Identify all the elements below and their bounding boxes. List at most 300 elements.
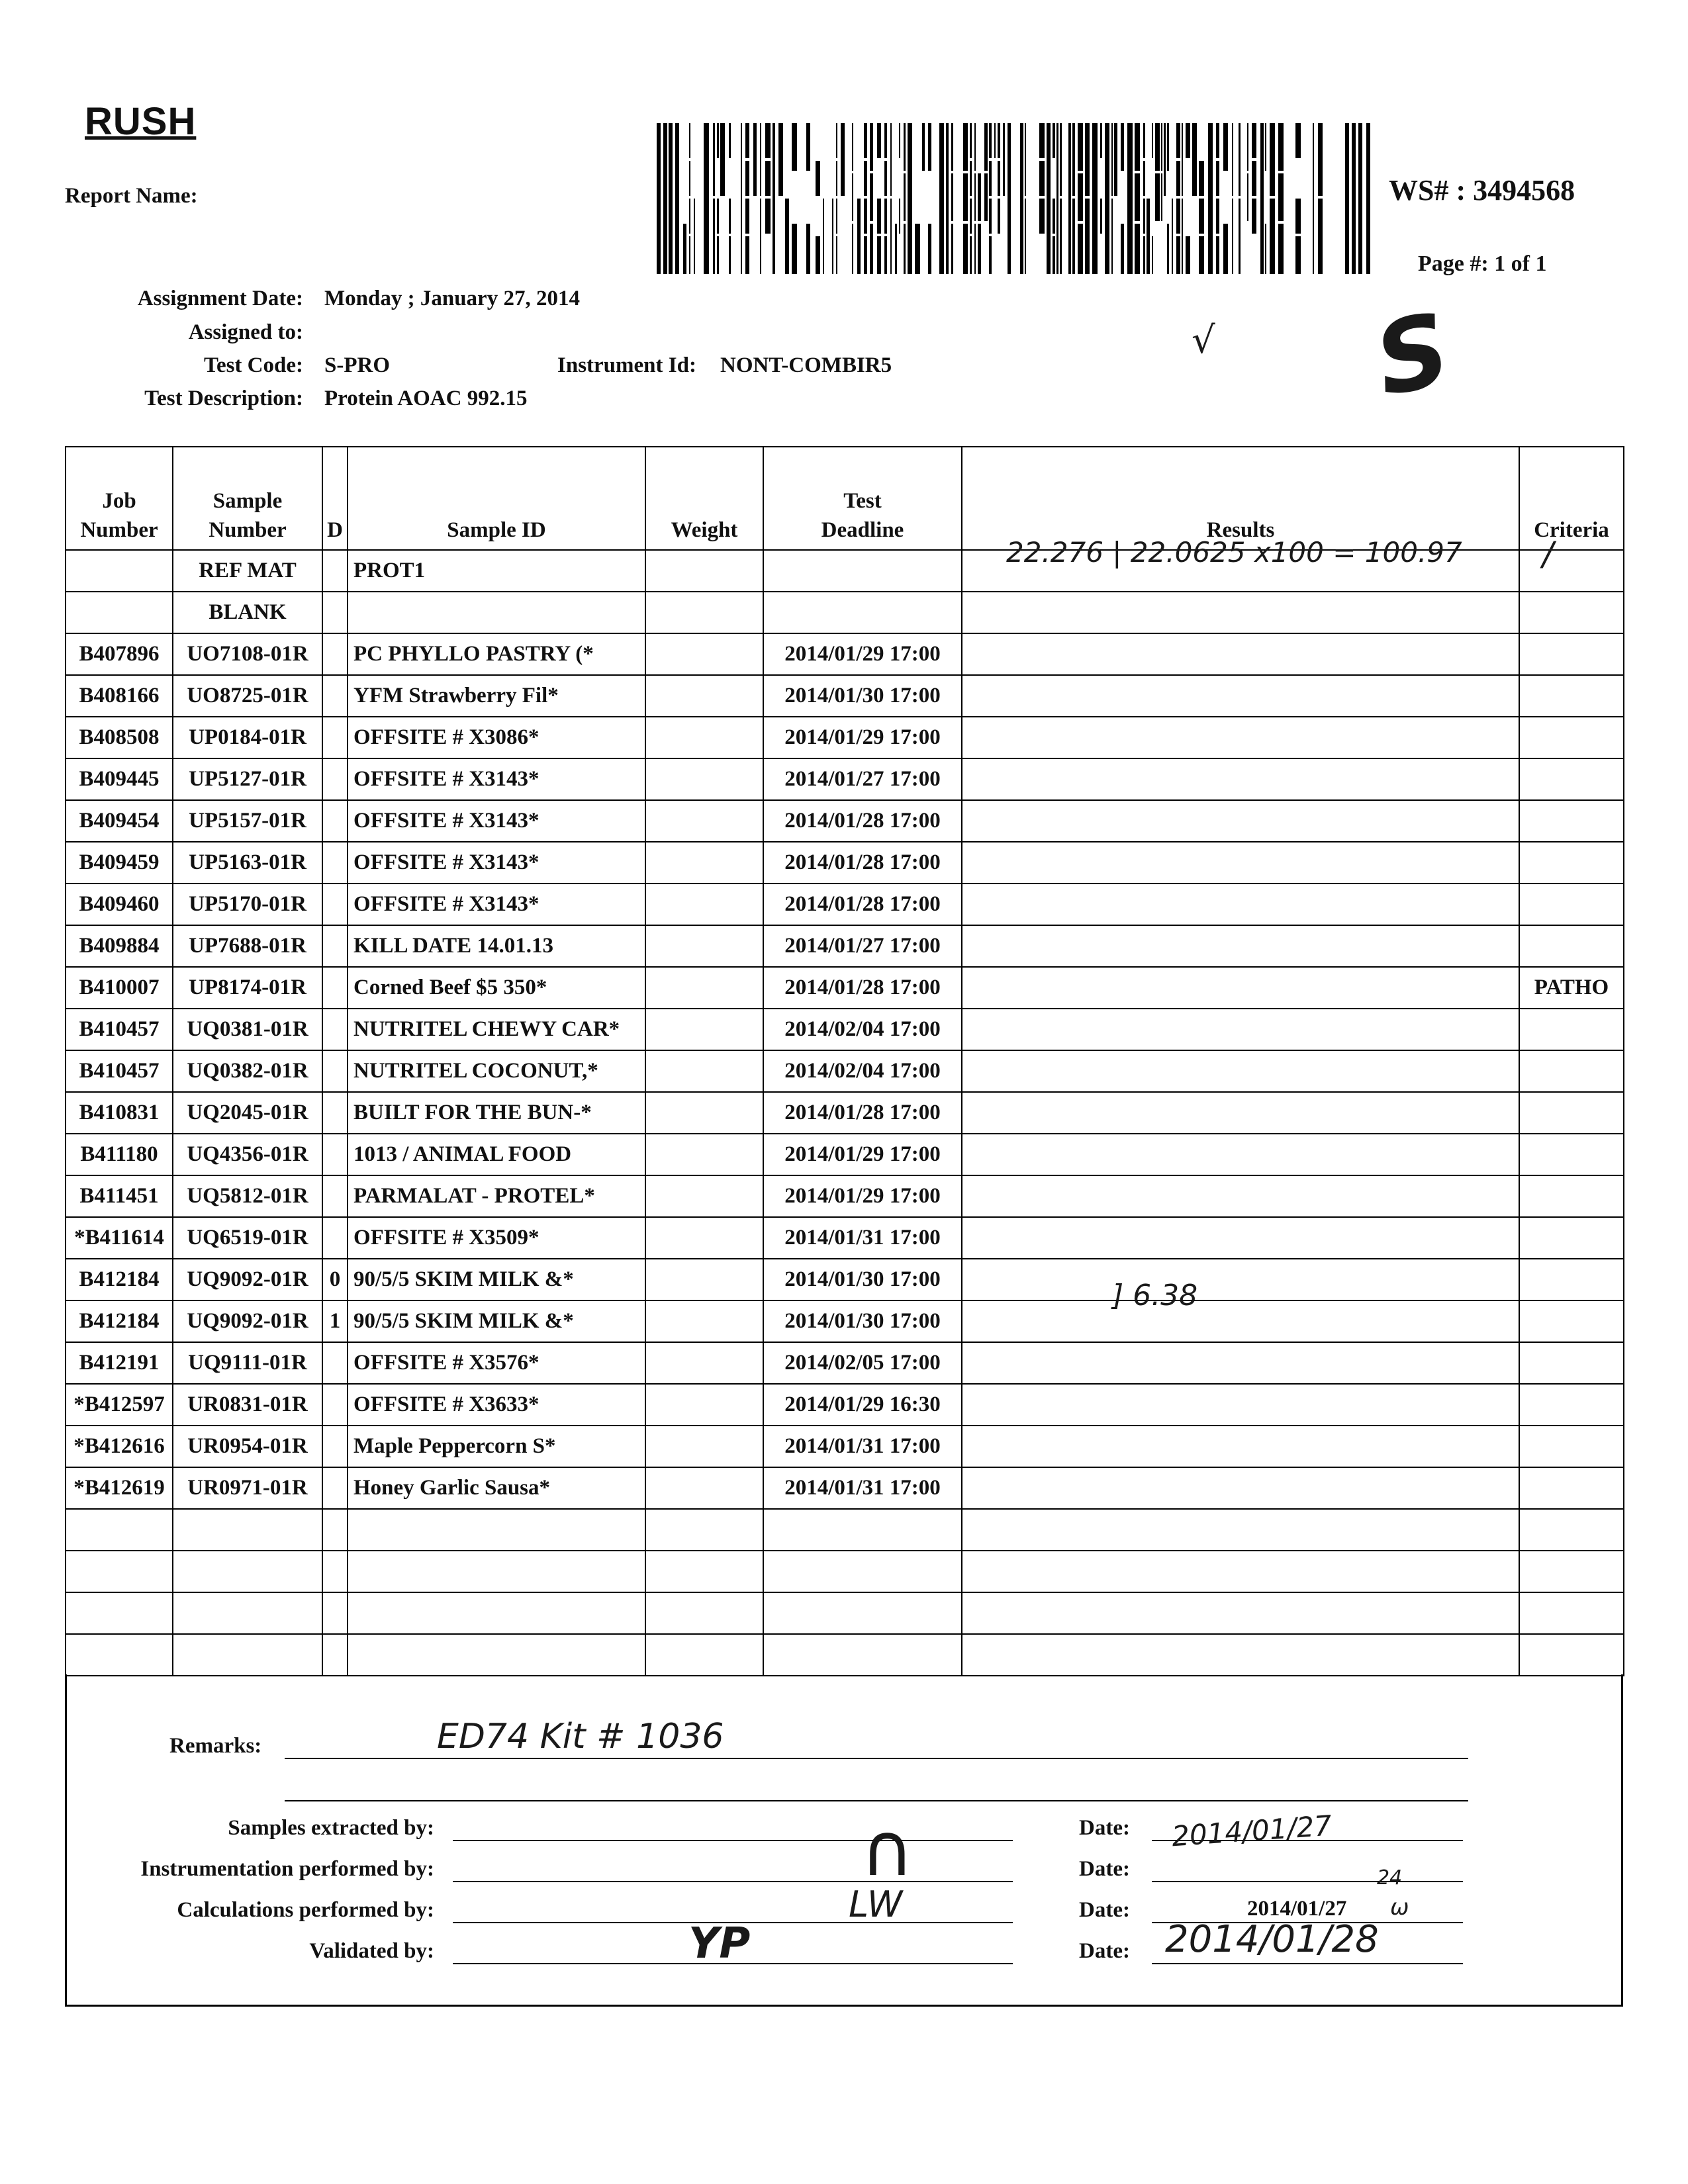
- results-cell: [962, 1342, 1519, 1384]
- criteria-cell: [1519, 717, 1624, 758]
- results-cell: [962, 1050, 1519, 1092]
- sample-id-cell: OFFSITE # X3143*: [348, 758, 645, 800]
- sample-id-cell: PROT1: [348, 550, 645, 592]
- date-label-3: Date:: [1079, 1898, 1130, 1922]
- deadline-cell: 2014/01/30 17:00: [763, 1300, 962, 1342]
- handwritten-s-mark: S: [1366, 291, 1460, 420]
- d-cell: [322, 1592, 348, 1634]
- criteria-cell: [1519, 925, 1624, 967]
- sample-number-cell: UQ9092-01R: [173, 1300, 322, 1342]
- criteria-cell: [1519, 1175, 1624, 1217]
- col-test-deadline-text: Test Deadline: [821, 488, 904, 543]
- table-row: [66, 967, 1624, 1009]
- job-number-cell: *B412616: [66, 1426, 173, 1467]
- sample-number-cell: UO7108-01R: [173, 633, 322, 675]
- date-label-4: Date:: [1079, 1939, 1130, 1963]
- deadline-cell: 2014/01/31 17:00: [763, 1467, 962, 1509]
- extracted-by-label: Samples extracted by:: [228, 1816, 434, 1840]
- weight-cell: [645, 758, 763, 800]
- col-test-deadline: [763, 447, 962, 550]
- sample-id-cell: OFFSITE # X3576*: [348, 1342, 645, 1384]
- deadline-cell: 2014/01/31 17:00: [763, 1426, 962, 1467]
- results-cell: [962, 800, 1519, 842]
- deadline-cell: 2014/02/05 17:00: [763, 1342, 962, 1384]
- sample-id-cell: [348, 1551, 645, 1592]
- handwritten-remarks: ED74 Kit # 1036: [437, 1717, 724, 1756]
- job-number-cell: B410457: [66, 1050, 173, 1092]
- weight-cell: [645, 675, 763, 717]
- validated-date-line: [1152, 1963, 1463, 1964]
- calculations-by-label: Calculations performed by:: [177, 1898, 434, 1922]
- d-cell: [322, 758, 348, 800]
- sample-number-cell: UP5157-01R: [173, 800, 322, 842]
- deadline-cell: 2014/01/30 17:00: [763, 675, 962, 717]
- d-cell: [322, 717, 348, 758]
- job-number-cell: [66, 592, 173, 633]
- criteria-cell: [1519, 1467, 1624, 1509]
- col-results: [962, 447, 1519, 550]
- test-code-label: Test Code:: [203, 353, 303, 377]
- sample-number-cell: UQ9111-01R: [173, 1342, 322, 1384]
- weight-cell: [645, 967, 763, 1009]
- sample-number-cell: UQ4356-01R: [173, 1134, 322, 1175]
- col-results-text: Results: [1206, 518, 1275, 543]
- d-cell: [322, 1342, 348, 1384]
- col-d: [322, 447, 348, 550]
- criteria-cell: [1519, 842, 1624, 884]
- d-cell: [322, 967, 348, 1009]
- criteria-cell: [1519, 1634, 1624, 1676]
- sample-number-cell: UP5170-01R: [173, 884, 322, 925]
- criteria-cell: [1519, 1426, 1624, 1467]
- deadline-cell: 2014/02/04 17:00: [763, 1050, 962, 1092]
- weight-cell: [645, 1342, 763, 1384]
- remarks-line-1: [285, 1758, 1468, 1759]
- handwritten-skim-result: ] 6.38: [1112, 1279, 1198, 1312]
- weight-cell: [645, 925, 763, 967]
- criteria-cell: [1519, 1009, 1624, 1050]
- d-cell: [322, 1217, 348, 1259]
- handwritten-ref-result: 22.276 | 22.0625 x100 = 100.97: [1006, 536, 1462, 569]
- weight-cell: [645, 1009, 763, 1050]
- remarks-line-2: [285, 1800, 1468, 1801]
- sample-id-cell: NUTRITEL COCONUT,*: [348, 1050, 645, 1092]
- sample-id-cell: YFM Strawberry Fil*: [348, 675, 645, 717]
- test-description-value: Protein AOAC 992.15: [324, 387, 528, 410]
- weight-cell: [645, 1426, 763, 1467]
- table-row: [66, 1384, 1624, 1426]
- date-label-2: Date:: [1079, 1857, 1130, 1881]
- job-number-cell: B409459: [66, 842, 173, 884]
- page-number: Page #: 1 of 1: [1418, 251, 1547, 276]
- sample-id-cell: OFFSITE # X3633*: [348, 1384, 645, 1426]
- deadline-cell: 2014/01/31 17:00: [763, 1217, 962, 1259]
- d-cell: 0: [322, 1259, 348, 1300]
- sample-number-cell: UP5127-01R: [173, 758, 322, 800]
- sample-id-cell: OFFSITE # X3143*: [348, 800, 645, 842]
- test-description-label: Test Description:: [144, 387, 303, 410]
- job-number-cell: B410831: [66, 1092, 173, 1134]
- criteria-cell: [1519, 633, 1624, 675]
- weight-cell: [645, 1634, 763, 1676]
- sample-id-cell: KILL DATE 14.01.13: [348, 925, 645, 967]
- deadline-cell: 2014/01/28 17:00: [763, 884, 962, 925]
- weight-cell: [645, 1050, 763, 1092]
- job-number-cell: [66, 1551, 173, 1592]
- extracted-by-line: [453, 1840, 1013, 1841]
- table-row: [66, 1217, 1624, 1259]
- d-cell: [322, 1509, 348, 1551]
- results-cell: [962, 1634, 1519, 1676]
- deadline-cell: 2014/01/29 17:00: [763, 633, 962, 675]
- weight-cell: [645, 1384, 763, 1426]
- sample-id-cell: [348, 1509, 645, 1551]
- sample-number-cell: BLANK: [173, 592, 322, 633]
- weight-cell: [645, 1467, 763, 1509]
- remarks-label: Remarks:: [169, 1734, 262, 1758]
- weight-cell: [645, 633, 763, 675]
- col-job-number-text: Job Number: [80, 488, 158, 543]
- job-number-cell: B411451: [66, 1175, 173, 1217]
- deadline-cell: 2014/01/29 17:00: [763, 717, 962, 758]
- deadline-cell: 2014/01/28 17:00: [763, 1092, 962, 1134]
- col-sample-number-text: Sample Number: [209, 488, 287, 543]
- table-row: [66, 592, 1624, 633]
- results-cell: [962, 675, 1519, 717]
- criteria-cell: [1519, 1217, 1624, 1259]
- criteria-cell: [1519, 800, 1624, 842]
- col-weight-text: Weight: [671, 518, 738, 543]
- job-number-cell: B409460: [66, 884, 173, 925]
- table-row: [66, 633, 1624, 675]
- job-number-cell: B409445: [66, 758, 173, 800]
- table-row: [66, 1175, 1624, 1217]
- criteria-cell: [1519, 1134, 1624, 1175]
- sample-number-cell: UP0184-01R: [173, 717, 322, 758]
- col-criteria: [1519, 447, 1624, 550]
- results-cell: [962, 1384, 1519, 1426]
- criteria-cell: [1519, 1092, 1624, 1134]
- table-row: [66, 1467, 1624, 1509]
- job-number-cell: [66, 1634, 173, 1676]
- sample-id-cell: 1013 / ANIMAL FOOD: [348, 1134, 645, 1175]
- criteria-cell: [1519, 1342, 1624, 1384]
- results-cell: [962, 967, 1519, 1009]
- weight-cell: [645, 1300, 763, 1342]
- table-row: [66, 925, 1624, 967]
- handwritten-calculations-initials: LW: [849, 1884, 903, 1925]
- sample-id-cell: [348, 592, 645, 633]
- calculations-date-value: 2014/01/27: [1247, 1897, 1347, 1921]
- job-number-cell: B412184: [66, 1259, 173, 1300]
- results-cell: [962, 1217, 1519, 1259]
- results-cell: [962, 1592, 1519, 1634]
- handwritten-date-correction: 24: [1377, 1866, 1403, 1889]
- table-row: [66, 758, 1624, 800]
- criteria-cell: [1519, 884, 1624, 925]
- col-sample-id: [348, 447, 645, 550]
- job-number-cell: [66, 1509, 173, 1551]
- sample-id-cell: OFFSITE # X3086*: [348, 717, 645, 758]
- results-cell: [962, 1426, 1519, 1467]
- col-sample-id-text: Sample ID: [447, 518, 546, 543]
- results-cell: [962, 1551, 1519, 1592]
- criteria-cell: [1519, 1300, 1624, 1342]
- weight-cell: [645, 842, 763, 884]
- criteria-cell: [1519, 675, 1624, 717]
- job-number-cell: *B411614: [66, 1217, 173, 1259]
- weight-cell: [645, 550, 763, 592]
- weight-cell: [645, 1217, 763, 1259]
- table-row: [66, 1592, 1624, 1634]
- table-header-row: [66, 447, 1624, 550]
- sample-number-cell: [173, 1592, 322, 1634]
- results-cell: [962, 633, 1519, 675]
- rush-label: RUSH: [85, 100, 197, 143]
- d-cell: [322, 1551, 348, 1592]
- instrumentation-by-line: [453, 1881, 1013, 1882]
- weight-cell: [645, 800, 763, 842]
- deadline-cell: 2014/01/30 17:00: [763, 1259, 962, 1300]
- criteria-cell: [1519, 592, 1624, 633]
- criteria-cell: PATHO: [1519, 967, 1624, 1009]
- sample-id-cell: [348, 1634, 645, 1676]
- deadline-cell: 2014/01/29 17:00: [763, 1175, 962, 1217]
- sample-number-cell: UQ6519-01R: [173, 1217, 322, 1259]
- table-row: [66, 675, 1624, 717]
- results-cell: [962, 1175, 1519, 1217]
- sample-number-cell: UP7688-01R: [173, 925, 322, 967]
- assignment-date-label: Assignment Date:: [137, 287, 303, 310]
- sample-id-cell: Corned Beef $5 350*: [348, 967, 645, 1009]
- weight-cell: [645, 1509, 763, 1551]
- criteria-cell: [1519, 758, 1624, 800]
- job-number-cell: B408166: [66, 675, 173, 717]
- table-row: [66, 1050, 1624, 1092]
- results-cell: [962, 1092, 1519, 1134]
- sample-id-cell: OFFSITE # X3143*: [348, 842, 645, 884]
- assignment-date-value: Monday ; January 27, 2014: [324, 287, 580, 310]
- deadline-cell: 2014/01/29 17:00: [763, 1134, 962, 1175]
- table-row: [66, 1509, 1624, 1551]
- d-cell: [322, 550, 348, 592]
- criteria-cell: [1519, 1384, 1624, 1426]
- col-d-text: D: [327, 518, 343, 543]
- table-row: [66, 1092, 1624, 1134]
- handwritten-ref-criteria: /: [1542, 535, 1554, 573]
- worksheet-number: WS# : 3494568: [1389, 174, 1575, 206]
- table-row: [66, 1134, 1624, 1175]
- results-cell: [962, 925, 1519, 967]
- d-cell: [322, 925, 348, 967]
- sample-id-cell: PC PHYLLO PASTRY (*: [348, 633, 645, 675]
- deadline-cell: [763, 1592, 962, 1634]
- d-cell: [322, 842, 348, 884]
- sample-number-cell: UQ0382-01R: [173, 1050, 322, 1092]
- weight-cell: [645, 1134, 763, 1175]
- barcode-image: [657, 123, 1373, 274]
- job-number-cell: B407896: [66, 633, 173, 675]
- sample-number-cell: UR0971-01R: [173, 1467, 322, 1509]
- instrumentation-date-line: [1152, 1881, 1463, 1882]
- instrumentation-by-label: Instrumentation performed by:: [140, 1857, 434, 1881]
- d-cell: [322, 1634, 348, 1676]
- results-cell: [962, 1509, 1519, 1551]
- handwritten-validated-by: YP: [688, 1919, 751, 1968]
- sample-number-cell: UQ0381-01R: [173, 1009, 322, 1050]
- test-code-value: S-PRO: [324, 353, 390, 377]
- criteria-cell: [1519, 1592, 1624, 1634]
- d-cell: [322, 1175, 348, 1217]
- results-cell: [962, 842, 1519, 884]
- deadline-cell: [763, 1634, 962, 1676]
- job-number-cell: B411180: [66, 1134, 173, 1175]
- table-row: [66, 1551, 1624, 1592]
- table-row: [66, 1259, 1624, 1300]
- table-row: [66, 842, 1624, 884]
- results-cell: [962, 1467, 1519, 1509]
- weight-cell: [645, 1092, 763, 1134]
- samples-table: [65, 446, 1624, 1676]
- sample-number-cell: UQ5812-01R: [173, 1175, 322, 1217]
- deadline-cell: [763, 550, 962, 592]
- deadline-cell: 2014/01/27 17:00: [763, 925, 962, 967]
- report-name-label: Report Name:: [65, 184, 198, 208]
- weight-cell: [645, 1259, 763, 1300]
- job-number-cell: B410457: [66, 1009, 173, 1050]
- criteria-cell: [1519, 1551, 1624, 1592]
- sample-number-cell: REF MAT: [173, 550, 322, 592]
- table-row: [66, 1426, 1624, 1467]
- d-cell: [322, 592, 348, 633]
- date-label-1: Date:: [1079, 1816, 1130, 1840]
- results-cell: [962, 1300, 1519, 1342]
- d-cell: [322, 800, 348, 842]
- job-number-cell: B412191: [66, 1342, 173, 1384]
- table-row: [66, 884, 1624, 925]
- criteria-cell: [1519, 550, 1624, 592]
- sample-id-cell: PARMALAT - PROTEL*: [348, 1175, 645, 1217]
- results-cell: [962, 1259, 1519, 1300]
- deadline-cell: 2014/01/28 17:00: [763, 800, 962, 842]
- d-cell: [322, 884, 348, 925]
- col-weight: [645, 447, 763, 550]
- table-row: [66, 800, 1624, 842]
- sample-id-cell: BUILT FOR THE BUN-*: [348, 1092, 645, 1134]
- d-cell: [322, 1467, 348, 1509]
- handwritten-validated-date: 2014/01/28: [1165, 1918, 1379, 1961]
- sample-number-cell: [173, 1509, 322, 1551]
- criteria-cell: [1519, 1259, 1624, 1300]
- handwritten-calc-date-suffix: ω: [1390, 1894, 1409, 1921]
- job-number-cell: *B412619: [66, 1467, 173, 1509]
- results-cell: [962, 758, 1519, 800]
- sample-number-cell: UQ9092-01R: [173, 1259, 322, 1300]
- weight-cell: [645, 1175, 763, 1217]
- sample-number-cell: UP5163-01R: [173, 842, 322, 884]
- d-cell: [322, 1134, 348, 1175]
- d-cell: [322, 1009, 348, 1050]
- deadline-cell: 2014/01/29 16:30: [763, 1384, 962, 1426]
- d-cell: [322, 1384, 348, 1426]
- handwritten-extracted-initials: ∩: [861, 1807, 914, 1892]
- sample-number-cell: UP8174-01R: [173, 967, 322, 1009]
- job-number-cell: B409884: [66, 925, 173, 967]
- weight-cell: [645, 884, 763, 925]
- table-row: [66, 1009, 1624, 1050]
- sample-id-cell: 90/5/5 SKIM MILK &*: [348, 1259, 645, 1300]
- d-cell: [322, 675, 348, 717]
- job-number-cell: [66, 550, 173, 592]
- assigned-to-label: Assigned to:: [188, 320, 303, 344]
- weight-cell: [645, 1551, 763, 1592]
- sample-id-cell: Maple Peppercorn S*: [348, 1426, 645, 1467]
- deadline-cell: 2014/02/04 17:00: [763, 1009, 962, 1050]
- criteria-cell: [1519, 1050, 1624, 1092]
- sample-id-cell: Honey Garlic Sausa*: [348, 1467, 645, 1509]
- sample-number-cell: UO8725-01R: [173, 675, 322, 717]
- instrument-id-value: NONT-COMBIR5: [720, 353, 892, 377]
- deadline-cell: 2014/01/28 17:00: [763, 967, 962, 1009]
- sample-id-cell: NUTRITEL CHEWY CAR*: [348, 1009, 645, 1050]
- validated-by-label: Validated by:: [309, 1939, 434, 1963]
- job-number-cell: B408508: [66, 717, 173, 758]
- sample-id-cell: OFFSITE # X3143*: [348, 884, 645, 925]
- col-sample-number: [173, 447, 322, 550]
- sample-number-cell: [173, 1634, 322, 1676]
- handwritten-instrumentation-date: 2014/01/27: [1170, 1809, 1333, 1853]
- sample-number-cell: UR0954-01R: [173, 1426, 322, 1467]
- results-cell: [962, 592, 1519, 633]
- weight-cell: [645, 717, 763, 758]
- deadline-cell: 2014/01/28 17:00: [763, 842, 962, 884]
- table-row: [66, 1300, 1624, 1342]
- deadline-cell: 2014/01/27 17:00: [763, 758, 962, 800]
- sample-number-cell: UQ2045-01R: [173, 1092, 322, 1134]
- sample-id-cell: OFFSITE # X3509*: [348, 1217, 645, 1259]
- check-mark: √: [1192, 319, 1215, 362]
- job-number-cell: B412184: [66, 1300, 173, 1342]
- d-cell: [322, 1050, 348, 1092]
- table-row: [66, 1342, 1624, 1384]
- instrument-id-label: Instrument Id:: [557, 353, 696, 377]
- table-row: [66, 1634, 1624, 1676]
- results-cell: [962, 1134, 1519, 1175]
- d-cell: [322, 1092, 348, 1134]
- results-cell: [962, 884, 1519, 925]
- deadline-cell: [763, 592, 962, 633]
- d-cell: 1: [322, 1300, 348, 1342]
- col-criteria-text: Criteria: [1534, 518, 1609, 543]
- weight-cell: [645, 592, 763, 633]
- job-number-cell: B410007: [66, 967, 173, 1009]
- weight-cell: [645, 1592, 763, 1634]
- sample-number-cell: UR0831-01R: [173, 1384, 322, 1426]
- deadline-cell: [763, 1509, 962, 1551]
- sample-number-cell: [173, 1551, 322, 1592]
- job-number-cell: *B412597: [66, 1384, 173, 1426]
- results-cell: [962, 1009, 1519, 1050]
- deadline-cell: [763, 1551, 962, 1592]
- col-job-number: [66, 447, 173, 550]
- sample-id-cell: 90/5/5 SKIM MILK &*: [348, 1300, 645, 1342]
- d-cell: [322, 1426, 348, 1467]
- results-cell: [962, 717, 1519, 758]
- table-row: [66, 717, 1624, 758]
- criteria-cell: [1519, 1509, 1624, 1551]
- job-number-cell: [66, 1592, 173, 1634]
- sample-id-cell: [348, 1592, 645, 1634]
